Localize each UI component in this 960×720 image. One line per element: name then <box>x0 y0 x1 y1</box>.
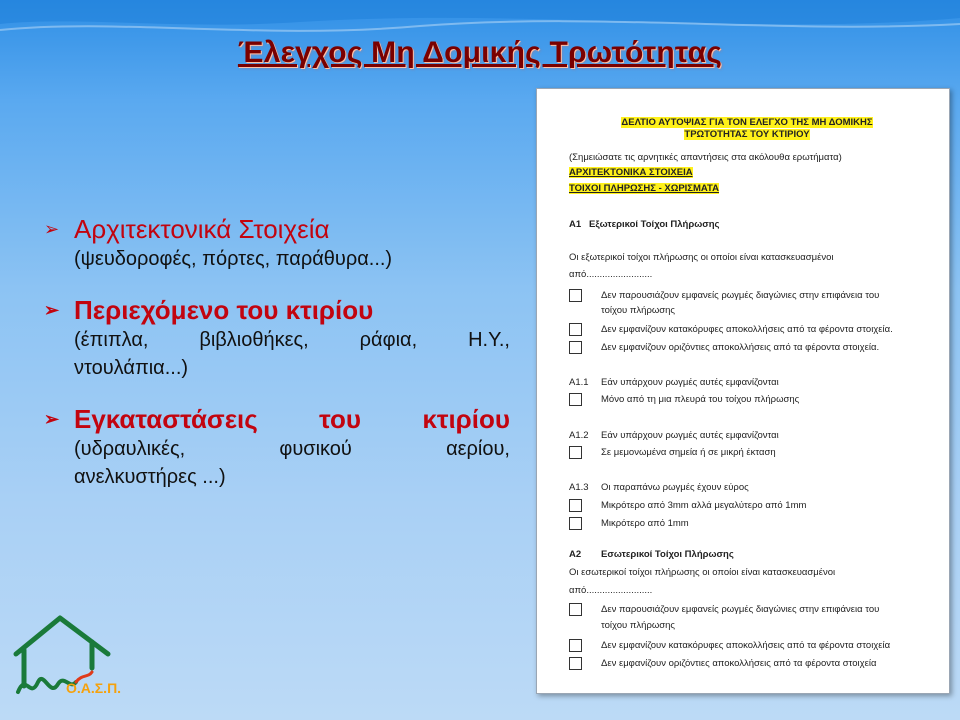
arrow-bullet-icon: ➢ <box>44 300 60 320</box>
form-checkbox <box>569 446 582 459</box>
arrow-bullet-icon: ➢ <box>44 409 60 429</box>
bullet-details-line1: (υδραυλικές, φυσικού αερίου, <box>74 438 510 460</box>
form-checkbox <box>569 603 582 616</box>
form-checkbox <box>569 289 582 302</box>
form-question: Δεν εμφανίζουν κατακόρυφες αποκολλήσεις από τα φέροντα στοιχεία. <box>601 324 893 335</box>
bullet-heading: Αρχιτεκτονικά Στοιχεία <box>74 214 330 244</box>
bullet-architectural <box>44 214 510 273</box>
form-question: Μικρότερο από 3mm αλλά μεγαλύτερο από 1mm <box>601 500 807 511</box>
form-question: Δεν παρουσιάζουν εμφανείς ρωγμές διαγώνιες στην επιφάνεια του <box>601 290 880 301</box>
bullet-details-line2: ντουλάπια...) <box>74 357 189 379</box>
form-question: Δεν εμφανίζουν οριζόντιες αποκολλήσεις από τα φέροντα στοιχεία. <box>601 342 880 353</box>
form-a1-intro: Οι εξωτερικοί τοίχοι πλήρωσης οι οποίοι είναι κατασκευασμένοι <box>569 252 834 263</box>
oasp-logo-text: Ο.Α.Σ.Π. <box>66 680 122 696</box>
form-question: Μόνο από τη μια πλευρά του τοίχου πλήρωσης <box>601 394 800 405</box>
form-a2-code: Α2 <box>569 549 582 560</box>
form-a11-text: Εάν υπάρχουν ρωγμές αυτές εμφανίζονται <box>601 377 779 388</box>
bullet-heading: Περιεχόμενο του κτιρίου <box>74 295 374 325</box>
form-a1-intro-2: από......................... <box>569 269 653 280</box>
bullet-details: (ψευδοροφές, πόρτες, παράθυρα...) <box>74 248 393 270</box>
form-a12-text: Εάν υπάρχουν ρωγμές αυτές εμφανίζονται <box>601 430 779 441</box>
form-a1-title: Εξωτερικοί Τοίχοι Πλήρωσης <box>589 219 720 230</box>
bullet-installations <box>44 404 510 491</box>
bullet-details-line2: ανελκυστήρες ...) <box>74 466 226 488</box>
form-question: Μικρότερο από 1mm <box>601 518 689 529</box>
form-title: ΔΕΛΤΙΟ ΑΥΤΟΨΙΑΣ ΓΙΑ ΤΟΝ ΕΛΕΓΧΟ ΤΗΣ ΜΗ ΔΟΜΙΚΗΣ ΤΡΩΤΟΤΗΤΑΣ ΤΟΥ ΚΤΙΡΙΟΥ <box>621 117 873 140</box>
bullet-list <box>44 214 510 513</box>
form-note: (Σημειώσατε τις αρνητικές απαντήσεις στα ακόλουθα ερωτήματα) <box>569 152 842 163</box>
form-question-cont: τοίχου πλήρωσης <box>601 305 675 316</box>
form-checkbox <box>569 393 582 406</box>
form-checkbox <box>569 499 582 512</box>
form-checkbox <box>569 639 582 652</box>
form-section-title: ΑΡΧΙΤΕΚΤΟΝΙΚΑ ΣΤΟΙΧΕΙΑ <box>569 167 693 178</box>
form-question-cont: τοίχου πλήρωσης <box>601 620 675 631</box>
form-question: Δεν εμφανίζουν κατακόρυφες αποκολλήσεις από τα φέροντα στοιχεία <box>601 640 891 651</box>
arrow-bullet-icon: ➢ <box>44 219 60 239</box>
form-a11-code: Α1.1 <box>569 377 589 388</box>
inspection-form-image <box>536 88 950 694</box>
form-a2-intro-2: από......................... <box>569 585 653 596</box>
bullet-details-line1: (έπιπλα, βιβλιοθήκες, ράφια, Η.Υ., <box>74 329 510 351</box>
bullet-heading: Εγκαταστάσεις του κτιρίου <box>74 404 510 434</box>
slide-title: Έλεγχος Μη Δομικής Τρωτότητας <box>237 36 723 69</box>
form-a2-title: Εσωτερικοί Τοίχοι Πλήρωσης <box>601 549 734 560</box>
form-subsection-title: ΤΟΙΧΟΙ ΠΛΗΡΩΣΗΣ - ΧΩΡΙΣΜΑΤΑ <box>569 183 719 194</box>
form-a13-text: Οι παραπάνω ρωγμές έχουν εύρος <box>601 482 749 493</box>
form-checkbox <box>569 657 582 670</box>
form-checkbox <box>569 517 582 530</box>
form-a13-code: Α1.3 <box>569 482 589 493</box>
form-question: Σε μεμονωμένα σημεία ή σε μικρή έκταση <box>601 447 776 458</box>
form-checkbox <box>569 323 582 336</box>
bullet-contents <box>44 295 510 382</box>
form-checkbox <box>569 341 582 354</box>
form-a12-code: Α1.2 <box>569 430 589 441</box>
form-a1-code: Α1 <box>569 219 582 230</box>
form-question: Δεν εμφανίζουν οριζόντιες αποκολλήσεις από τα φέροντα στοιχεία <box>601 658 877 669</box>
form-question: Δεν παρουσιάζουν εμφανείς ρωγμές διαγώνιες στην επιφάνεια του <box>601 604 880 615</box>
form-a2-intro: Οι εσωτερικοί τοίχοι πλήρωσης οι οποίοι είναι κατασκευασμένοι <box>569 567 836 578</box>
